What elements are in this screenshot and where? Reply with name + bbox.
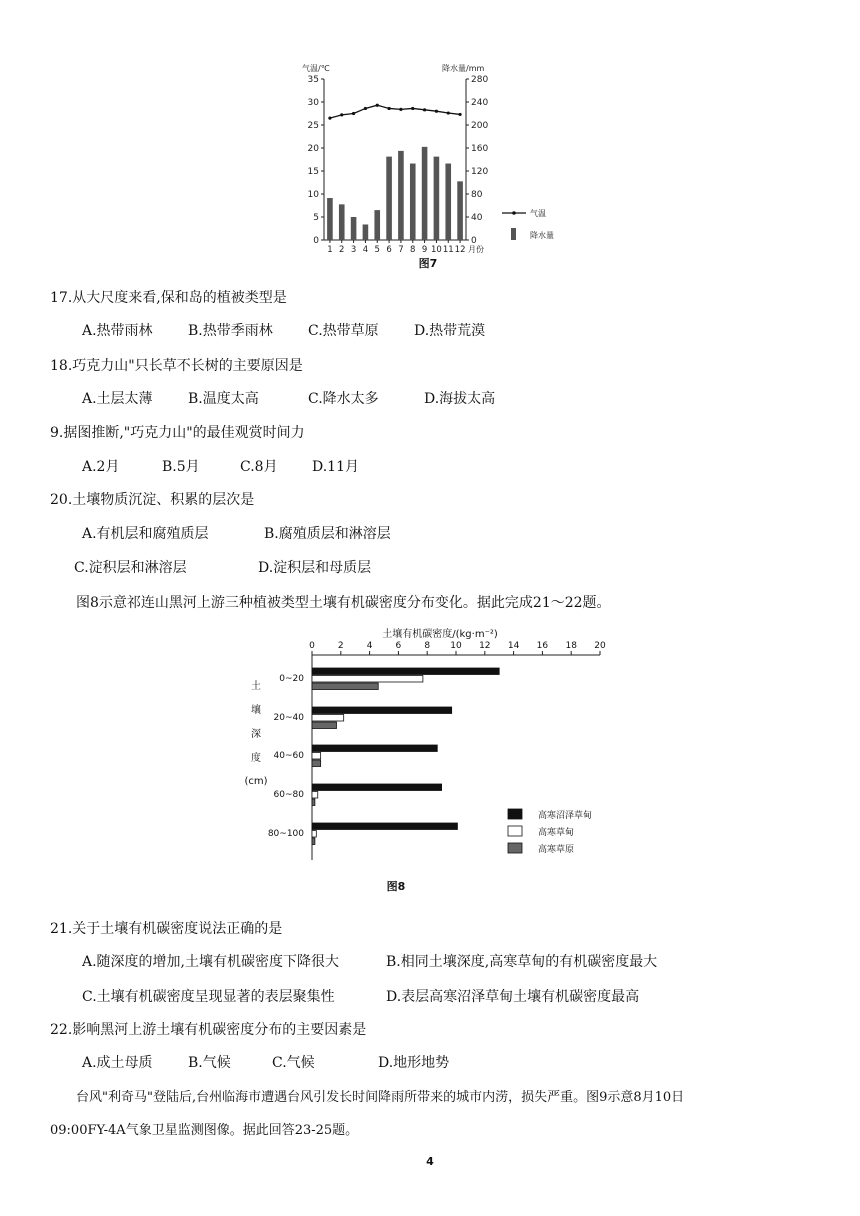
right-tick-label: 40 [471,213,483,223]
precip-bar [363,224,369,240]
temperature-point [376,104,379,107]
question-20-option-b: B.腐殖质层和淋溶层 [264,526,391,542]
question-17-option-b: B.热带季雨林 [188,323,273,339]
carbon-bar [312,715,344,722]
legend-label: 高寒草甸 [538,828,575,838]
question-22-option-b: B.气候 [188,1055,231,1071]
figure-caption: 图7 [418,257,438,270]
temperature-point [423,108,426,111]
precip-bar [339,204,345,240]
page-number: 4 [426,1155,434,1168]
question-21-option-d: D.表层高寒沼泽草甸土壤有机碳密度最高 [386,989,640,1005]
question-19-option-c: C.8月 [240,459,278,475]
figure-7 [290,55,570,275]
x-tick-label: 7 [398,245,404,255]
carbon-bar [312,676,423,683]
carbon-bar [312,823,457,830]
x-tick-label: 14 [507,641,520,651]
x-tick-label: 11 [442,245,454,255]
legend-precip-label: 降水量 [530,231,554,240]
x-tick-label: 20 [594,641,606,651]
temperature-point [340,113,343,116]
temperature-point [364,107,367,110]
precip-bar [434,157,440,240]
x-tick-label: 8 [410,245,416,255]
temperature-point [435,110,438,113]
y-axis-label-char: 深 [251,729,261,740]
question-22-option-d: D.地形地势 [378,1055,450,1071]
legend-label: 高寒沼泽草甸 [538,811,593,821]
x-unit-label: 月份 [468,245,484,254]
right-axis-label: 降水量/mm [442,64,485,73]
question-19-option-b: B.5月 [162,459,200,475]
legend-swatch [508,809,522,819]
question-21-option-c: C.土壤有机碳密度呈现显著的表层聚集性 [82,989,335,1005]
question-19-option-a: A.2月 [82,459,120,475]
question-18-stem: 18.巧克力山"只长草不长树的主要原因是 [50,358,303,374]
carbon-bar [312,831,316,838]
x-tick-label: 2 [339,245,345,255]
intro-23-25-line2: 09:00FY-4A气象卫星监测图像。据此回答23-25题。 [50,1123,359,1138]
left-tick-label: 10 [307,190,319,200]
figure-8 [240,624,620,896]
precip-bar [386,157,392,240]
legend-swatch [508,843,522,853]
temperature-point [458,113,461,116]
precip-bar [351,217,357,240]
climate-chart [290,55,570,275]
x-tick-label: 0 [309,641,315,651]
temperature-point [399,108,402,111]
right-tick-label: 160 [471,144,489,154]
right-tick-label: 280 [471,75,489,85]
x-tick-label: 12 [454,245,466,255]
x-tick-label: 6 [386,245,392,255]
x-tick-label: 4 [366,641,373,651]
temperature-point [447,111,450,114]
left-tick-label: 5 [313,213,319,223]
soil-carbon-chart [240,624,620,896]
left-tick-label: 25 [307,121,319,131]
y-tick-label: 20~40 [273,713,304,723]
x-tick-label: 6 [395,641,402,651]
y-tick-label: 60~80 [273,790,304,800]
precip-bar [457,181,463,240]
carbon-bar [312,753,321,760]
question-20-option-a: A.有机层和腐殖质层 [82,526,209,542]
intro-23-25-line1: 台风"利奇马"登陆后,台州临海市遭遇台风引发长时间降雨所带来的城市内涝，损失严重。图9示意8月10日 [76,1090,685,1105]
question-22-option-c: C.气候 [272,1055,315,1071]
precip-bar [410,164,416,240]
carbon-bar [312,668,499,675]
temperature-point [328,117,331,120]
question-20-option-c: C.淀积层和淋溶层 [74,560,187,576]
legend-label: 高寒草原 [538,845,575,855]
x-tick-label: 2 [337,641,344,651]
question-18-option-d: D.海拔太高 [424,391,496,407]
y-axis-label-char: 度 [251,753,261,764]
carbon-bar [312,683,378,690]
temperature-line [330,105,460,118]
question-21-option-b: B.相同土壤深度,高寒草甸的有机碳密度最大 [386,954,658,970]
x-tick-label: 5 [374,245,380,255]
left-tick-label: 15 [307,167,319,177]
right-tick-label: 80 [471,190,483,200]
carbon-bar [312,838,315,845]
question-19-option-d: D.11月 [312,459,359,475]
precip-bar [398,151,404,240]
question-17-option-c: C.热带草原 [308,323,379,339]
question-20-stem: 20.土壤物质沉淀、积累的层次是 [50,492,255,508]
precip-bar [327,198,333,240]
x-tick-label: 16 [536,641,549,651]
x-tick-label: 10 [450,641,462,651]
left-tick-label: 0 [313,236,319,246]
legend-temp-dot [512,211,516,215]
question-18-option-a: A.土层太薄 [82,391,153,407]
question-19-stem: 9.据图推断,"巧克力山"的最佳观赏时间力 [50,425,305,441]
y-axis-label-char: 土 [251,681,261,692]
question-18-option-c: C.降水太多 [308,391,379,407]
legend-temp-label: 气温 [530,209,546,218]
left-tick-label: 35 [307,75,319,85]
carbon-bar [312,722,336,729]
question-18-option-b: B.温度太高 [188,391,259,407]
carbon-bar [312,760,321,767]
y-tick-label: 80~100 [267,829,304,839]
question-17-option-a: A.热带雨林 [82,323,153,339]
x-tick-label: 4 [362,245,369,255]
y-axis-label-char: 壤 [251,705,261,716]
question-17-stem: 17.从大尺度来看,保和岛的植被类型是 [50,290,287,306]
legend-precip-swatch [511,228,516,240]
carbon-bar [312,792,318,799]
left-axis-label: 气温/℃ [302,64,330,73]
temperature-point [387,107,390,110]
x-tick-label: 1 [327,245,333,255]
question-22-option-a: A.成土母质 [82,1055,153,1071]
right-tick-label: 120 [471,167,489,177]
figure-caption: 图8 [386,880,406,893]
precip-bar [374,210,380,240]
right-tick-label: 200 [471,121,489,131]
x-tick-label: 3 [350,245,357,255]
left-tick-label: 20 [307,144,319,154]
carbon-bar [312,707,452,714]
question-21-option-a: A.随深度的增加,土壤有机碳密度下降很大 [82,954,340,970]
legend-swatch [508,826,522,836]
question-21-stem: 21.关于土壤有机碳密度说法正确的是 [50,921,283,937]
y-tick-label: 40~60 [273,751,304,761]
precip-bar [422,147,428,240]
chart-title: 土壤有机碳密度/(kg·m⁻²) [382,629,498,640]
precip-bar [445,164,451,240]
x-tick-label: 8 [424,641,431,651]
y-tick-label: 0~20 [279,674,304,684]
x-tick-label: 9 [421,245,428,255]
x-tick-label: 18 [565,641,577,651]
right-tick-label: 240 [471,98,489,108]
right-tick-label: 0 [471,236,477,246]
y-axis-label-char: (cm) [244,776,268,787]
carbon-bar [312,799,315,806]
x-tick-label: 12 [479,641,491,651]
left-tick-label: 30 [307,98,319,108]
question-20-option-d: D.淀积层和母质层 [258,560,372,576]
temperature-point [411,107,414,110]
carbon-bar [312,784,442,791]
carbon-bar [312,745,437,752]
question-22-stem: 22.影响黑河上游土壤有机碳密度分布的主要因素是 [50,1022,367,1038]
x-tick-label: 10 [431,245,442,255]
question-17-option-d: D.热带荒漠 [414,323,486,339]
intro-21-22: 图8示意祁连山黑河上游三种植被类型土壤有机碳密度分布变化。据此完成21〜22题。 [76,595,611,611]
temperature-point [352,112,355,115]
